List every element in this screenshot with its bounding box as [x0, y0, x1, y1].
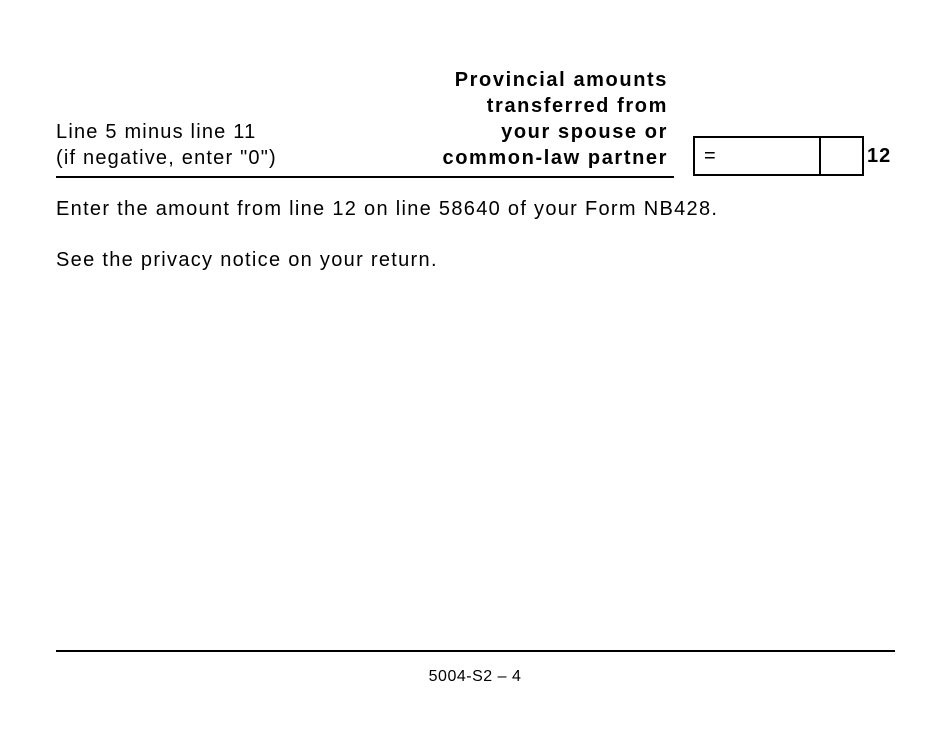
- line-12-row: [0, 0, 950, 200]
- line-12-heading-line-2: transferred from: [486, 95, 668, 117]
- line-12-heading-line-3: your spouse or: [501, 121, 668, 143]
- line-12-underline: [56, 176, 674, 178]
- instruction-enter-amount: Enter the amount from line 12 on line 58640 of your Form NB428.: [56, 198, 719, 220]
- line-12-description-line-2: (if negative, enter "0"): [56, 147, 277, 169]
- line-12-description: [56, 119, 277, 171]
- instruction-privacy-notice: See the privacy notice on your return.: [56, 249, 438, 271]
- line-12-heading: [443, 67, 669, 171]
- equals-sign: =: [704, 144, 716, 167]
- line-12-heading-line-4: common-law partner: [442, 147, 668, 169]
- line-12-description-line-1: Line 5 minus line 11: [56, 121, 257, 143]
- line-12-cents-field[interactable]: [819, 136, 864, 176]
- line-12-amount-field[interactable]: [693, 136, 819, 176]
- footer-divider: [56, 650, 895, 652]
- line-number-12: 12: [867, 145, 892, 167]
- page-number: 5004-S2 – 4: [428, 668, 522, 685]
- line-12-heading-line-1: Provincial amounts: [454, 69, 668, 91]
